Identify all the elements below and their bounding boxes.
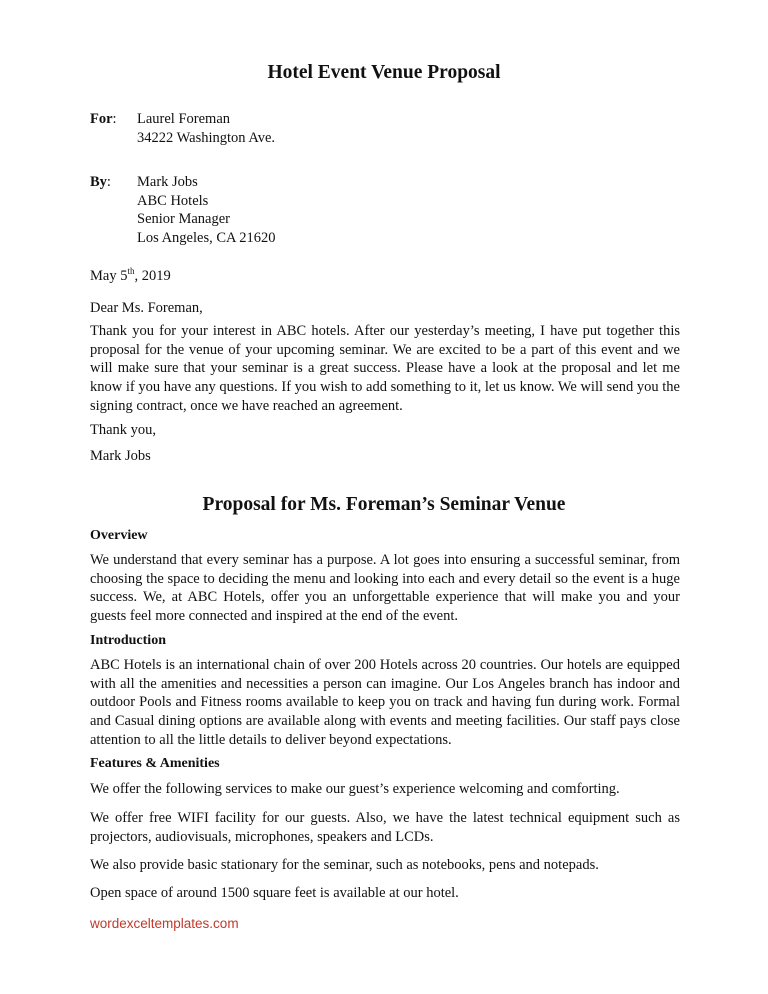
features-space: Open space of around 1500 square feet is available at our hotel. <box>90 885 459 901</box>
sender-position: Senior Manager <box>137 211 231 227</box>
document-title: Hotel Event Venue Proposal <box>267 62 501 83</box>
introduction-body: ABC Hotels is an international chain of over 200 Hotels across 20 countries. Our hotels are equipped with all the amenities and necessities a person can imagine. Our Los Angeles branch has indoor and outdoor Pools and Fitness rooms available to keep you on track and having fun during work. Formal and Casual dining options are available along with events and meeting facilities. Our staff pays close attention to all the little details to deliver beyond expectations. <box>90 657 680 748</box>
letter-date: May 5th, 2019 <box>90 266 171 284</box>
salutation: Dear Ms. Foreman, <box>90 300 203 316</box>
proposal-subtitle: Proposal for Ms. Foreman’s Seminar Venue <box>202 494 566 515</box>
sender-city: Los Angeles, CA 21620 <box>137 229 276 246</box>
overview-heading: Overview <box>90 528 148 543</box>
features-wifi: We offer free WIFI facility for our guests. Also, we have the latest technical equipment such as projectors, audiovisuals, microphones, speakers and LCDs. <box>90 810 680 845</box>
overview-body: We understand that every seminar has a purpose. A lot goes into ensuring a successful seminar, from choosing the space to deciding the menu and looking into each and every detail so the event is a huge success. We, at ABC Hotels, offer you an unforgettable experience that will make you and your guests feel more connected and inspired at the end of the event. <box>90 552 680 625</box>
recipient-address <box>137 110 275 147</box>
recipient-name: Laurel Foreman <box>137 111 231 127</box>
sender-address <box>137 173 276 247</box>
letter-body: Thank you for your interest in ABC hotels. After our yesterday’s meeting, I have put together this proposal for the venue of your upcoming seminar. We are excited to be a part of this event and we will make sure that your seminar is a great success. Please have a look at the proposal and let me know if you have any questions. If you wish to add something to it, let us know. We will send you the signing contract, once we have reached an agreement. <box>90 323 680 414</box>
features-stationary: We also provide basic stationary for the seminar, such as notebooks, pens and notepads. <box>90 857 599 873</box>
features-intro: We offer the following services to make our guest’s experience welcoming and comforting. <box>90 781 620 797</box>
closing: Thank you, <box>90 422 157 438</box>
recipient-street: 34222 Washington Ave. <box>137 129 276 146</box>
sender-company: ABC Hotels <box>137 192 209 209</box>
signature: Mark Jobs <box>90 448 151 464</box>
features-heading: Features & Amenities <box>90 756 220 771</box>
introduction-heading: Introduction <box>90 633 166 648</box>
for-label: For: <box>90 111 117 127</box>
by-label: By: <box>90 174 111 190</box>
sender-name: Mark Jobs <box>137 174 198 190</box>
footer-watermark: wordexceltemplates.com <box>90 916 239 931</box>
